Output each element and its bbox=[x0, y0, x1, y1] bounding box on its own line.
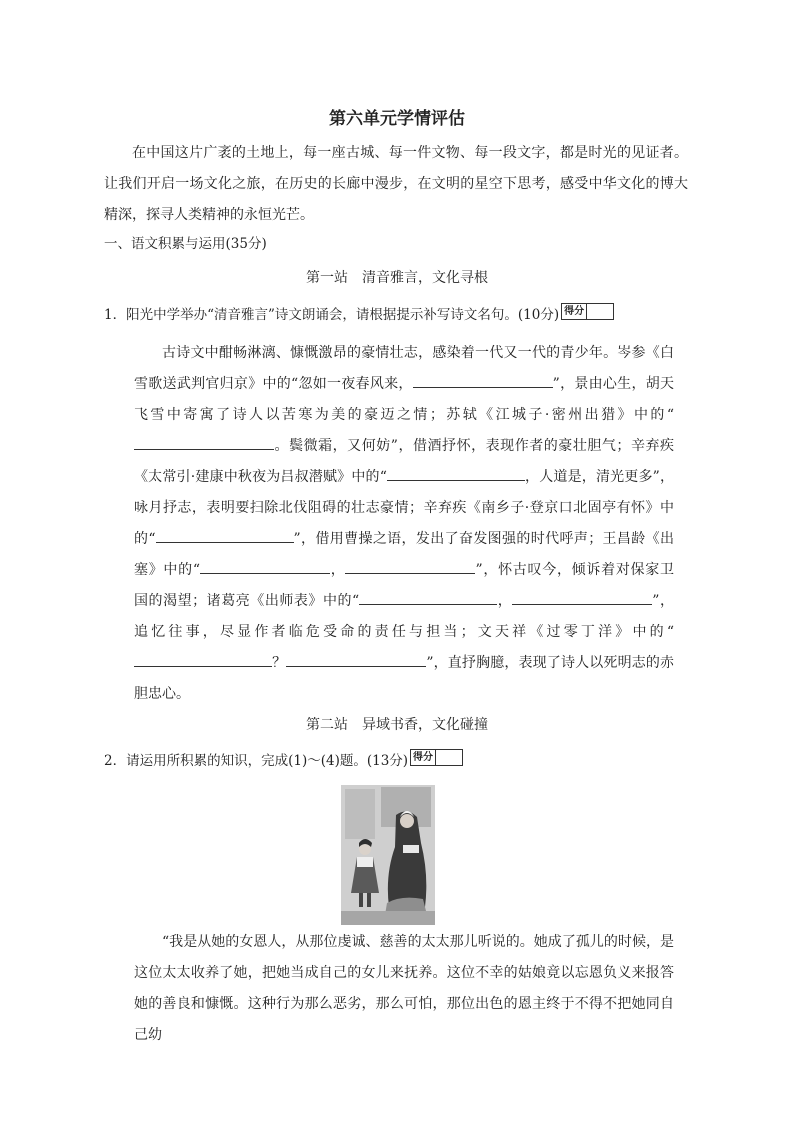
answer-blank-4[interactable] bbox=[156, 526, 294, 543]
poem-text-10: ？ bbox=[272, 655, 287, 671]
poem-text-1: 古诗文中酣畅淋漓、慷慨激昂的豪情壮志，感染着一代又一代的青少年。岑参《白雪歌送武判官归京》中的“忽如一夜春风来， bbox=[134, 345, 674, 392]
poem-text-6: ， bbox=[330, 562, 346, 578]
poem-text-7: ”，怀古叹今，倾诉着对保家卫国的渴望；诸葛亮《出师表》中的“ bbox=[134, 562, 674, 609]
poem-text-8: ， bbox=[497, 593, 513, 609]
station-2-heading: 第二站 异域书香，文化碰撞 bbox=[306, 717, 488, 733]
question-2 bbox=[104, 749, 463, 773]
poem-text-5: ”，借用曹操之语，发出了奋发图强的时代呼声；王昌龄《出塞》中的“ bbox=[134, 531, 674, 578]
illustration-floor bbox=[341, 911, 435, 925]
score-box-1 bbox=[561, 303, 614, 320]
answer-blank-9[interactable] bbox=[134, 650, 272, 667]
book-illustration bbox=[341, 785, 435, 925]
woman-shawl bbox=[403, 845, 419, 853]
station-1-heading: 第一站 清音雅言，文化寻根 bbox=[306, 270, 488, 286]
poem-text-4: ，人道是，清光更多”，咏月抒志，表明要扫除北伐阻碍的壮志豪情；辛弃疾《南乡子·登京口北固亭有怀》中的“ bbox=[134, 469, 674, 547]
page-title: 第六单元学情评估 bbox=[329, 109, 465, 129]
poem-text-11: ”，直抒胸臆，表现了诗人以死明志的赤胆忠心。 bbox=[134, 655, 675, 702]
poem-text-9: ”，追忆往事，尽显作者临危受命的责任与担当；文天祥《过零丁洋》中的“ bbox=[134, 593, 674, 640]
question-1-text: 1．阳光中学举办“清音雅言”诗文朗诵会，请根据提示补写诗文名句。(10分) bbox=[104, 307, 560, 323]
answer-blank-1[interactable] bbox=[413, 371, 553, 388]
answer-blank-5[interactable] bbox=[200, 557, 330, 574]
score-label-1: 得分 bbox=[562, 304, 587, 319]
girl-leg-right bbox=[367, 893, 371, 907]
score-field-1[interactable] bbox=[587, 304, 613, 319]
girl-leg-left bbox=[359, 893, 363, 907]
girl-collar bbox=[357, 857, 373, 867]
section-heading: 一、语文积累与运用(35分) bbox=[104, 236, 267, 252]
answer-blank-10[interactable] bbox=[286, 650, 426, 667]
score-field-2[interactable] bbox=[436, 750, 462, 765]
poem-prompt-paragraph bbox=[134, 338, 674, 710]
answer-blank-7[interactable] bbox=[359, 588, 497, 605]
answer-blank-8[interactable] bbox=[512, 588, 652, 605]
score-box-2 bbox=[410, 749, 463, 766]
answer-blank-3[interactable] bbox=[387, 464, 525, 481]
poem-text-2: ”，景由心生，胡天飞雪中寄寓了诗人以苦寒为美的豪迈之情；苏轼《江城子·密州出猎》中的“ bbox=[134, 376, 674, 423]
answer-blank-2[interactable] bbox=[134, 433, 274, 450]
story-excerpt: “我是从她的女恩人，从那位虔诚、慈善的太太那儿听说的。她成了孤儿的时候，是这位太太收养了她，把她当成自己的女儿来抚养。这位不幸的姑娘竟以忘恩负义来报答她的善良和慷慨。这种行为那么恶劣，那么可怕，那位出色的恩主终于不得不把她同自己幼 bbox=[134, 934, 674, 1043]
intro-paragraph: 在中国这片广袤的土地上，每一座古城、每一件文物、每一段文字，都是时光的见证者。让我们开启一场文化之旅，在历史的长廊中漫步，在文明的星空下思考，感受中华文化的博大精深，探寻人类精神的永恒光芒。 bbox=[104, 145, 688, 223]
question-2-text: 2．请运用所积累的知识，完成(1)～(4)题。(13分) bbox=[104, 753, 409, 769]
woman-head bbox=[400, 814, 414, 828]
illustration-window bbox=[345, 789, 375, 839]
answer-blank-6[interactable] bbox=[345, 557, 475, 574]
question-1 bbox=[104, 303, 614, 327]
score-label-2: 得分 bbox=[411, 750, 436, 765]
poem-text-3: 。鬓微霜，又何妨”，借酒抒怀，表现作者的豪壮胆气；辛弃疾《太常引·建康中秋夜为吕叔潜赋》中的“ bbox=[134, 438, 674, 485]
